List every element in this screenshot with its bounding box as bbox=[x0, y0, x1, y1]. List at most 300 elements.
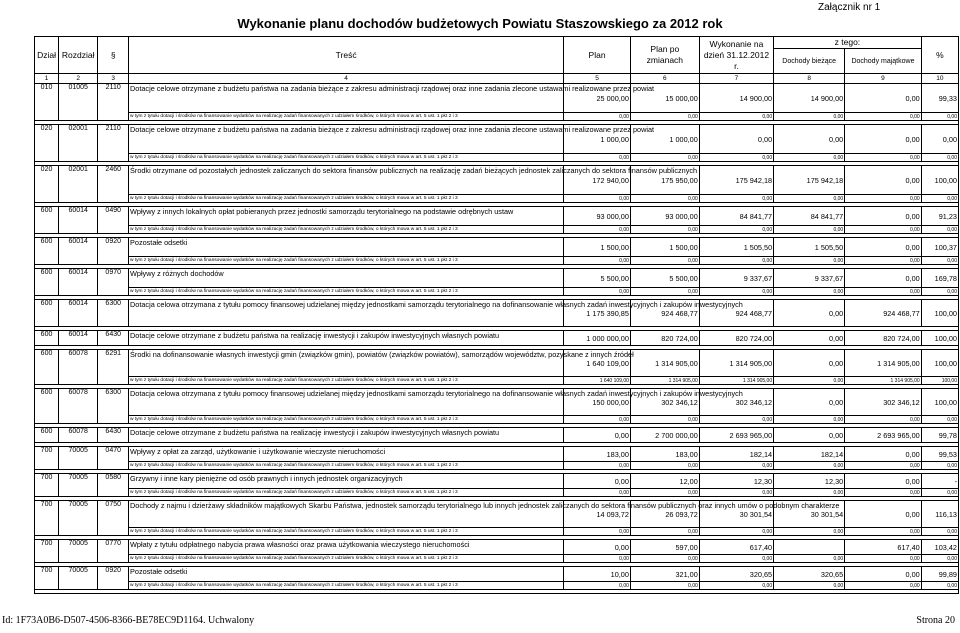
cell-sub-value: 0,00 bbox=[921, 226, 958, 234]
cell-value: 14 900,00 bbox=[774, 84, 845, 113]
cell-sub-value: 0,00 bbox=[564, 489, 631, 497]
cell-sub-value: 0,00 bbox=[845, 489, 922, 497]
cell-sub-value: 0,00 bbox=[774, 528, 845, 536]
cell-value: 99,53 bbox=[921, 447, 958, 462]
cell-dzial: 700 bbox=[35, 501, 59, 536]
cell-dzial: 020 bbox=[35, 125, 59, 162]
cell-fine-text: w tym z tytułu dotacji i środków na finansowanie wydatków na realizację zadań finansowanych z udziałem środków, o których mowa w art. 5 ust. 1 pkt 2 i 3 bbox=[129, 462, 564, 470]
cell-value: 1 640 109,00 bbox=[564, 350, 631, 377]
cell-value: 0,00 bbox=[845, 269, 922, 288]
cell-value: 0,00 bbox=[845, 166, 922, 195]
cell-value: 100,00 bbox=[921, 331, 958, 346]
cell-sub-value: 0,00 bbox=[630, 257, 699, 265]
cell-paragraf: 0920 bbox=[98, 567, 129, 590]
table-subrow bbox=[35, 154, 959, 162]
cell-tresc: Dotacja celowa otrzymana z tytułu pomocy finansowej udzielanej między jednostkami samorządu terytorialnego na dofinansowanie własnych zadań inwestycyjnych i zakupów inwestycyjnych bbox=[129, 389, 564, 416]
cell-value: 1 314 905,00 bbox=[699, 350, 773, 377]
cell-sub-value: 0,00 bbox=[699, 226, 773, 234]
cell-value: 924 468,77 bbox=[845, 300, 922, 327]
cell-sub-value: 0,00 bbox=[630, 462, 699, 470]
cell-value: 0,00 bbox=[845, 447, 922, 462]
cell-rozdzial: 60014 bbox=[59, 300, 98, 327]
cell-tresc: Środki na dofinansowanie własnych inwestycji gmin (związków gmin), powiatów (związków powiatów), samorządów województw, pozyskane z innych źródeł bbox=[129, 350, 564, 377]
col-rozdzial: Rozdział bbox=[59, 37, 98, 74]
cell-value: 321,00 bbox=[630, 567, 699, 582]
footer-page: Strona 20 bbox=[916, 615, 955, 626]
cell-rozdzial: 60078 bbox=[59, 428, 98, 443]
cell-value: 0,00 bbox=[774, 350, 845, 377]
column-numbers-row bbox=[35, 74, 959, 84]
cell-value: 0,00 bbox=[845, 567, 922, 582]
cell-value: 0,00 bbox=[564, 428, 631, 443]
cell-sub-value: 0,00 bbox=[630, 226, 699, 234]
cell-fine-text: w tym z tytułu dotacji i środków na finansowanie wydatków na realizację zadań finansowanych z udziałem środków, o których mowa w art. 5 ust. 1 pkt 2 i 3 bbox=[129, 489, 564, 497]
cell-tresc: Wpłaty z tytułu odpłatnego nabycia prawa własności oraz prawa użytkowania wieczystego nieruchomości bbox=[129, 540, 564, 555]
cell-value: 1 000,00 bbox=[564, 125, 631, 154]
cell-sub-value: 0,00 bbox=[699, 288, 773, 296]
cell-value: 14 093,72 bbox=[564, 501, 631, 528]
cell-dzial: 600 bbox=[35, 300, 59, 327]
cell-sub-value: 0,00 bbox=[564, 154, 631, 162]
cell-value: 1 314 905,00 bbox=[630, 350, 699, 377]
cell-value: 100,00 bbox=[921, 350, 958, 377]
cell-paragraf: 6291 bbox=[98, 350, 129, 385]
cell-tresc: Wpływy z opłat za zarząd, użytkowanie i użytkowanie wieczyste nieruchomości bbox=[129, 447, 564, 462]
cell-value: 9 337,67 bbox=[699, 269, 773, 288]
cell-sub-value: 0,00 bbox=[774, 462, 845, 470]
page-title: Wykonanie planu dochodów budżetowych Powiatu Staszowskiego za 2012 rok bbox=[237, 16, 723, 31]
cell-tresc: Dotacja celowa otrzymana z tytułu pomocy finansowej udzielanej między jednostkami samorządu terytorialnego na dofinansowanie własnych zadań inwestycyjnych i zakupów inwestycyjnych bbox=[129, 300, 564, 327]
cell-dzial: 700 bbox=[35, 567, 59, 590]
cell-dzial: 600 bbox=[35, 389, 59, 424]
column-number: 3 bbox=[98, 74, 129, 84]
cell-value: - bbox=[921, 474, 958, 489]
col-z-tego: z tego: bbox=[774, 37, 922, 49]
cell-dzial: 600 bbox=[35, 350, 59, 385]
cell-value: 15 000,00 bbox=[630, 84, 699, 113]
cell-value: 93 000,00 bbox=[564, 207, 631, 226]
table-subrow bbox=[35, 113, 959, 121]
cell-rozdzial: 60078 bbox=[59, 350, 98, 385]
cell-tresc: Dotacje celowe otrzymane z budżetu państwa na zadania bieżące z zakresu administracji rządowej oraz inne zadania zlecone ustawami realizowane przez powiat bbox=[129, 84, 564, 113]
cell-value: 617,40 bbox=[699, 540, 773, 555]
cell-tresc: Grzywny i inne kary pieniężne od osób prawnych i innych jednostek organizacyjnych bbox=[129, 474, 564, 489]
cell-dzial: 010 bbox=[35, 84, 59, 121]
cell-value: 103,42 bbox=[921, 540, 958, 555]
cell-paragraf: 2110 bbox=[98, 125, 129, 162]
cell-value: 1 000,00 bbox=[630, 125, 699, 154]
cell-fine-text: w tym z tytułu dotacji i środków na finansowanie wydatków na realizację zadań finansowanych z udziałem środków, o których mowa w art. 5 ust. 1 pkt 2 i 3 bbox=[129, 257, 564, 265]
table-row bbox=[35, 447, 959, 462]
table-row bbox=[35, 389, 959, 416]
table-row bbox=[35, 501, 959, 528]
cell-sub-value: 0,00 bbox=[921, 462, 958, 470]
cell-value: 0,00 bbox=[845, 474, 922, 489]
cell-value: 0,00 bbox=[699, 125, 773, 154]
cell-sub-value: 0,00 bbox=[845, 582, 922, 590]
cell-paragraf: 0750 bbox=[98, 501, 129, 536]
cell-value: 9 337,67 bbox=[774, 269, 845, 288]
cell-value: 175 950,00 bbox=[630, 166, 699, 195]
cell-value: 302 346,12 bbox=[845, 389, 922, 416]
cell-value: 183,00 bbox=[564, 447, 631, 462]
cell-value: 14 900,00 bbox=[699, 84, 773, 113]
cell-fine-text: w tym z tytułu dotacji i środków na finansowanie wydatków na realizację zadań finansowanych z udziałem środków, o których mowa w art. 5 ust. 1 pkt 2 i 3 bbox=[129, 528, 564, 536]
cell-sub-value: 0,00 bbox=[774, 195, 845, 203]
footer-id: Id: 1F73A0B6-D507-4506-8366-BE78EC9D1164. Uchwalony bbox=[2, 615, 255, 626]
cell-fine-text: w tym z tytułu dotacji i środków na finansowanie wydatków na realizację zadań finansowanych z udziałem środków, o których mowa w art. 5 ust. 1 pkt 2 i 3 bbox=[129, 555, 564, 563]
cell-dzial: 600 bbox=[35, 331, 59, 346]
cell-sub-value: 0,00 bbox=[630, 416, 699, 424]
cell-value: 0,00 bbox=[845, 501, 922, 528]
col-paragraf: § bbox=[98, 37, 129, 74]
table-row bbox=[35, 331, 959, 346]
cell-sub-value: 0,00 bbox=[564, 288, 631, 296]
table-row bbox=[35, 166, 959, 195]
cell-value: 0,00 bbox=[774, 389, 845, 416]
cell-sub-value: 0,00 bbox=[774, 489, 845, 497]
cell-sub-value: 0,00 bbox=[564, 528, 631, 536]
cell-paragraf: 0580 bbox=[98, 474, 129, 497]
cell-value: 100,00 bbox=[921, 166, 958, 195]
column-number: 7 bbox=[699, 74, 773, 84]
cell-value: 99,78 bbox=[921, 428, 958, 443]
cell-sub-value: 1 314 905,00 bbox=[699, 377, 773, 385]
cell-value: 91,23 bbox=[921, 207, 958, 226]
cell-sub-value: 0,00 bbox=[921, 489, 958, 497]
cell-sub-value: 0,00 bbox=[699, 462, 773, 470]
cell-tresc: Pozostałe odsetki bbox=[129, 238, 564, 257]
cell-value: 100,00 bbox=[921, 300, 958, 327]
cell-sub-value: 0,00 bbox=[630, 489, 699, 497]
cell-sub-value: 0,00 bbox=[774, 288, 845, 296]
cell-rozdzial: 60078 bbox=[59, 389, 98, 424]
cell-value: 924 468,77 bbox=[630, 300, 699, 327]
table-row bbox=[35, 269, 959, 288]
cell-value: 924 468,77 bbox=[699, 300, 773, 327]
cell-sub-value: 0,00 bbox=[774, 257, 845, 265]
cell-sub-value: 0,00 bbox=[699, 416, 773, 424]
cell-sub-value: 0,00 bbox=[774, 555, 845, 563]
cell-value: 597,00 bbox=[630, 540, 699, 555]
cell-value: 1 000 000,00 bbox=[564, 331, 631, 346]
cell-value: 10,00 bbox=[564, 567, 631, 582]
cell-sub-value: 0,00 bbox=[699, 257, 773, 265]
cell-value: 169,78 bbox=[921, 269, 958, 288]
cell-value: 99,89 bbox=[921, 567, 958, 582]
cell-value: 820 724,00 bbox=[845, 331, 922, 346]
cell-value: 30 301,54 bbox=[699, 501, 773, 528]
cell-value: 5 500,00 bbox=[564, 269, 631, 288]
cell-value: 320,65 bbox=[699, 567, 773, 582]
cell-tresc: Środki otrzymane od pozostałych jednostek zaliczanych do sektora finansów publicznych na realizację zadań bieżących jednostek zaliczanych do sektora finansów publicznych bbox=[129, 166, 564, 195]
cell-fine-text: w tym z tytułu dotacji i środków na finansowanie wydatków na realizację zadań finansowanych z udziałem środków, o których mowa w art. 5 ust. 1 pkt 2 i 3 bbox=[129, 377, 564, 385]
cell-sub-value: 0,00 bbox=[630, 528, 699, 536]
cell-paragraf: 0920 bbox=[98, 238, 129, 265]
table-subrow bbox=[35, 226, 959, 234]
cell-tresc: Wpływy z innych lokalnych opłat pobieranych przez jednostki samorządu terytorialnego na podstawie odrębnych ustaw bbox=[129, 207, 564, 226]
cell-tresc: Dotacje celowe otrzymane z budżetu państwa na realizację inwestycji i zakupów inwestycyjnych własnych powiatu bbox=[129, 428, 564, 443]
cell-sub-value: 0,00 bbox=[845, 113, 922, 121]
column-number: 5 bbox=[564, 74, 631, 84]
cell-rozdzial: 01005 bbox=[59, 84, 98, 121]
cell-sub-value: 0,00 bbox=[699, 154, 773, 162]
cell-value: 0,00 bbox=[774, 300, 845, 327]
table-row bbox=[35, 207, 959, 226]
cell-value: 820 724,00 bbox=[699, 331, 773, 346]
col-dochody-biezace: Dochody bieżące bbox=[774, 49, 845, 74]
cell-value: 183,00 bbox=[630, 447, 699, 462]
cell-sub-value: 0,00 bbox=[699, 528, 773, 536]
cell-sub-value: 0,00 bbox=[630, 113, 699, 121]
cell-dzial: 700 bbox=[35, 447, 59, 470]
cell-sub-value: 0,00 bbox=[845, 416, 922, 424]
cell-value: 0,00 bbox=[845, 125, 922, 154]
table-subrow bbox=[35, 462, 959, 470]
col-procent: % bbox=[921, 37, 958, 74]
cell-fine-text: w tym z tytułu dotacji i środków na finansowanie wydatków na realizację zadań finansowanych z udziałem środków, o których mowa w art. 5 ust. 1 pkt 2 i 3 bbox=[129, 195, 564, 203]
cell-paragraf: 6430 bbox=[98, 331, 129, 346]
cell-value: 93 000,00 bbox=[630, 207, 699, 226]
cell-sub-value: 100,00 bbox=[921, 377, 958, 385]
cell-value: 150 000,00 bbox=[564, 389, 631, 416]
cell-sub-value: 0,00 bbox=[564, 462, 631, 470]
cell-value: 12,00 bbox=[630, 474, 699, 489]
cell-fine-text: w tym z tytułu dotacji i środków na finansowanie wydatków na realizację zadań finansowanych z udziałem środków, o których mowa w art. 5 ust. 1 pkt 2 i 3 bbox=[129, 416, 564, 424]
cell-fine-text: w tym z tytułu dotacji i środków na finansowanie wydatków na realizację zadań finansowanych z udziałem środków, o których mowa w art. 5 ust. 1 pkt 2 i 3 bbox=[129, 226, 564, 234]
cell-tresc: Dotacje celowe otrzymane z budżetu państwa na zadania bieżące z zakresu administracji rządowej oraz inne zadania zlecone ustawami realizowane przez powiat bbox=[129, 125, 564, 154]
cell-rozdzial: 02001 bbox=[59, 125, 98, 162]
column-number: 10 bbox=[921, 74, 958, 84]
cell-value: 182,14 bbox=[699, 447, 773, 462]
cell-sub-value: 0,00 bbox=[564, 113, 631, 121]
cell-rozdzial: 60014 bbox=[59, 269, 98, 296]
cell-sub-value: 0,00 bbox=[845, 257, 922, 265]
cell-value: 100,37 bbox=[921, 238, 958, 257]
cell-paragraf: 6300 bbox=[98, 300, 129, 327]
cell-value: 320,65 bbox=[774, 567, 845, 582]
cell-rozdzial: 60014 bbox=[59, 238, 98, 265]
cell-sub-value: 0,00 bbox=[921, 154, 958, 162]
cell-value: 1 500,00 bbox=[564, 238, 631, 257]
cell-value: 617,40 bbox=[845, 540, 922, 555]
cell-paragraf: 6430 bbox=[98, 428, 129, 443]
cell-value: 0,00 bbox=[774, 331, 845, 346]
cell-sub-value: 0,00 bbox=[630, 154, 699, 162]
col-dzial: Dział bbox=[35, 37, 59, 74]
cell-value: 30 301,54 bbox=[774, 501, 845, 528]
cell-value: 302 346,12 bbox=[699, 389, 773, 416]
cell-sub-value: 0,00 bbox=[699, 582, 773, 590]
cell-value: 99,33 bbox=[921, 84, 958, 113]
table-row bbox=[35, 428, 959, 443]
table-subrow bbox=[35, 195, 959, 203]
cell-value: 0,00 bbox=[845, 207, 922, 226]
cell-value: 84 841,77 bbox=[774, 207, 845, 226]
cell-sub-value: 0,00 bbox=[630, 555, 699, 563]
cell-sub-value: 0,00 bbox=[845, 154, 922, 162]
cell-sub-value: 0,00 bbox=[564, 257, 631, 265]
cell-fine-text: w tym z tytułu dotacji i środków na finansowanie wydatków na realizację zadań finansowanych z udziałem środków, o których mowa w art. 5 ust. 1 pkt 2 i 3 bbox=[129, 288, 564, 296]
cell-sub-value: 0,00 bbox=[774, 377, 845, 385]
cell-sub-value: 1 314 905,00 bbox=[630, 377, 699, 385]
cell-sub-value: 0,00 bbox=[630, 195, 699, 203]
cell-dzial: 700 bbox=[35, 540, 59, 563]
table-row bbox=[35, 125, 959, 154]
cell-rozdzial: 70005 bbox=[59, 447, 98, 470]
cell-sub-value: 0,00 bbox=[921, 528, 958, 536]
cell-rozdzial: 70005 bbox=[59, 540, 98, 563]
cell-value: 0,00 bbox=[845, 238, 922, 257]
cell-fine-text: w tym z tytułu dotacji i środków na finansowanie wydatków na realizację zadań finansowanych z udziałem środków, o których mowa w art. 5 ust. 1 pkt 2 i 3 bbox=[129, 154, 564, 162]
attachment-label: Załącznik nr 1 bbox=[818, 2, 881, 13]
col-plan: Plan bbox=[564, 37, 631, 74]
table-row bbox=[35, 238, 959, 257]
column-number: 6 bbox=[630, 74, 699, 84]
cell-value: 175 942,18 bbox=[774, 166, 845, 195]
cell-sub-value: 0,00 bbox=[921, 195, 958, 203]
cell-sub-value: 0,00 bbox=[845, 528, 922, 536]
cell-sub-value: 0,00 bbox=[630, 288, 699, 296]
cell-value: 182,14 bbox=[774, 447, 845, 462]
cell-rozdzial: 70005 bbox=[59, 501, 98, 536]
cell-fine-text: w tym z tytułu dotacji i środków na finansowanie wydatków na realizację zadań finansowanych z udziałem środków, o których mowa w art. 5 ust. 1 pkt 2 i 3 bbox=[129, 113, 564, 121]
cell-sub-value: 1 640 109,00 bbox=[564, 377, 631, 385]
cell-sub-value: 0,00 bbox=[699, 555, 773, 563]
table-subrow bbox=[35, 257, 959, 265]
cell-value: 1 500,00 bbox=[630, 238, 699, 257]
cell-value: 100,00 bbox=[921, 389, 958, 416]
cell-sub-value: 0,00 bbox=[774, 154, 845, 162]
cell-sub-value: 0,00 bbox=[774, 582, 845, 590]
cell-sub-value: 0,00 bbox=[921, 416, 958, 424]
cell-sub-value: 0,00 bbox=[921, 113, 958, 121]
cell-dzial: 020 bbox=[35, 166, 59, 203]
cell-sub-value: 0,00 bbox=[921, 288, 958, 296]
cell-paragraf: 0770 bbox=[98, 540, 129, 563]
cell-value: 2 693 965,00 bbox=[845, 428, 922, 443]
cell-value: 2 700 000,00 bbox=[630, 428, 699, 443]
cell-value: 26 093,72 bbox=[630, 501, 699, 528]
cell-paragraf: 0970 bbox=[98, 269, 129, 296]
table-row bbox=[35, 474, 959, 489]
cell-value: 5 500,00 bbox=[630, 269, 699, 288]
cell-sub-value: 0,00 bbox=[845, 288, 922, 296]
col-tresc: Treść bbox=[129, 37, 564, 74]
cell-paragraf: 0470 bbox=[98, 447, 129, 470]
cell-paragraf: 0490 bbox=[98, 207, 129, 234]
cell-sub-value: 0,00 bbox=[630, 582, 699, 590]
cell-sub-value: 0,00 bbox=[845, 555, 922, 563]
cell-value: 0,00 bbox=[921, 125, 958, 154]
cell-sub-value: 0,00 bbox=[564, 226, 631, 234]
cell-sub-value: 0,00 bbox=[921, 555, 958, 563]
table-row bbox=[35, 350, 959, 377]
cell-value: 175 942,18 bbox=[699, 166, 773, 195]
cell-value: 25 000,00 bbox=[564, 84, 631, 113]
cell-paragraf: 2110 bbox=[98, 84, 129, 121]
cell-sub-value: 0,00 bbox=[699, 195, 773, 203]
table-subrow bbox=[35, 582, 959, 590]
cell-value: 2 693 965,00 bbox=[699, 428, 773, 443]
row-spacer bbox=[35, 590, 959, 594]
cell-sub-value: 0,00 bbox=[774, 226, 845, 234]
cell-fine-text: w tym z tytułu dotacji i środków na finansowanie wydatków na realizację zadań finansowanych z udziałem środków, o których mowa w art. 5 ust. 1 pkt 2 i 3 bbox=[129, 582, 564, 590]
cell-sub-value: 0,00 bbox=[564, 555, 631, 563]
cell-sub-value: 0,00 bbox=[921, 257, 958, 265]
table-row bbox=[35, 567, 959, 582]
cell-sub-value: 0,00 bbox=[774, 113, 845, 121]
table-subrow bbox=[35, 288, 959, 296]
column-number: 9 bbox=[845, 74, 922, 84]
cell-paragraf: 2460 bbox=[98, 166, 129, 203]
cell-sub-value: 1 314 905,00 bbox=[845, 377, 922, 385]
cell-dzial: 700 bbox=[35, 474, 59, 497]
cell-tresc: Pozostałe odsetki bbox=[129, 567, 564, 582]
cell-value: 0,00 bbox=[564, 474, 631, 489]
cell-sub-value: 0,00 bbox=[699, 489, 773, 497]
cell-value: 0,00 bbox=[774, 125, 845, 154]
cell-dzial: 600 bbox=[35, 238, 59, 265]
cell-value bbox=[774, 540, 845, 555]
cell-sub-value: 0,00 bbox=[564, 582, 631, 590]
cell-sub-value: 0,00 bbox=[921, 582, 958, 590]
col-wykonanie: Wykonanie na dzień 31.12.2012 r. bbox=[699, 37, 773, 74]
column-number: 8 bbox=[774, 74, 845, 84]
cell-sub-value: 0,00 bbox=[845, 195, 922, 203]
cell-sub-value: 0,00 bbox=[564, 195, 631, 203]
cell-value: 0,00 bbox=[774, 428, 845, 443]
cell-sub-value: 0,00 bbox=[564, 416, 631, 424]
cell-value: 172 940,00 bbox=[564, 166, 631, 195]
cell-sub-value: 0,00 bbox=[845, 226, 922, 234]
col-plan-po-zmianach: Plan po zmianach bbox=[630, 37, 699, 74]
income-table bbox=[34, 36, 959, 594]
table-row bbox=[35, 84, 959, 113]
column-number: 1 bbox=[35, 74, 59, 84]
table-subrow bbox=[35, 377, 959, 385]
table-row bbox=[35, 540, 959, 555]
table-subrow bbox=[35, 416, 959, 424]
cell-value: 116,13 bbox=[921, 501, 958, 528]
cell-tresc: Wpływy z różnych dochodów bbox=[129, 269, 564, 288]
cell-value: 1 314 905,00 bbox=[845, 350, 922, 377]
table-subrow bbox=[35, 528, 959, 536]
cell-value: 1 505,50 bbox=[774, 238, 845, 257]
cell-rozdzial: 70005 bbox=[59, 567, 98, 590]
cell-paragraf: 6300 bbox=[98, 389, 129, 424]
cell-value: 0,00 bbox=[564, 540, 631, 555]
cell-rozdzial: 60014 bbox=[59, 207, 98, 234]
col-dochody-majatkowe: Dochody majątkowe bbox=[845, 49, 922, 74]
header-row bbox=[35, 37, 959, 49]
table-row bbox=[35, 300, 959, 327]
cell-value: 1 505,50 bbox=[699, 238, 773, 257]
table-subrow bbox=[35, 555, 959, 563]
cell-dzial: 600 bbox=[35, 207, 59, 234]
cell-rozdzial: 02001 bbox=[59, 166, 98, 203]
cell-tresc: Dochody z najmu i dzierżawy składników majątkowych Skarbu Państwa, jednostek samorządu terytorialnego lub innych jednostek zaliczanych do sektora finansów publicznych oraz innych umów o podobnym charakterze bbox=[129, 501, 564, 528]
cell-sub-value: 0,00 bbox=[774, 416, 845, 424]
cell-value: 820 724,00 bbox=[630, 331, 699, 346]
table-subrow bbox=[35, 489, 959, 497]
cell-rozdzial: 60014 bbox=[59, 331, 98, 346]
cell-dzial: 600 bbox=[35, 269, 59, 296]
cell-sub-value: 0,00 bbox=[699, 113, 773, 121]
cell-value: 0,00 bbox=[845, 84, 922, 113]
cell-value: 1 175 390,85 bbox=[564, 300, 631, 327]
column-number: 2 bbox=[59, 74, 98, 84]
